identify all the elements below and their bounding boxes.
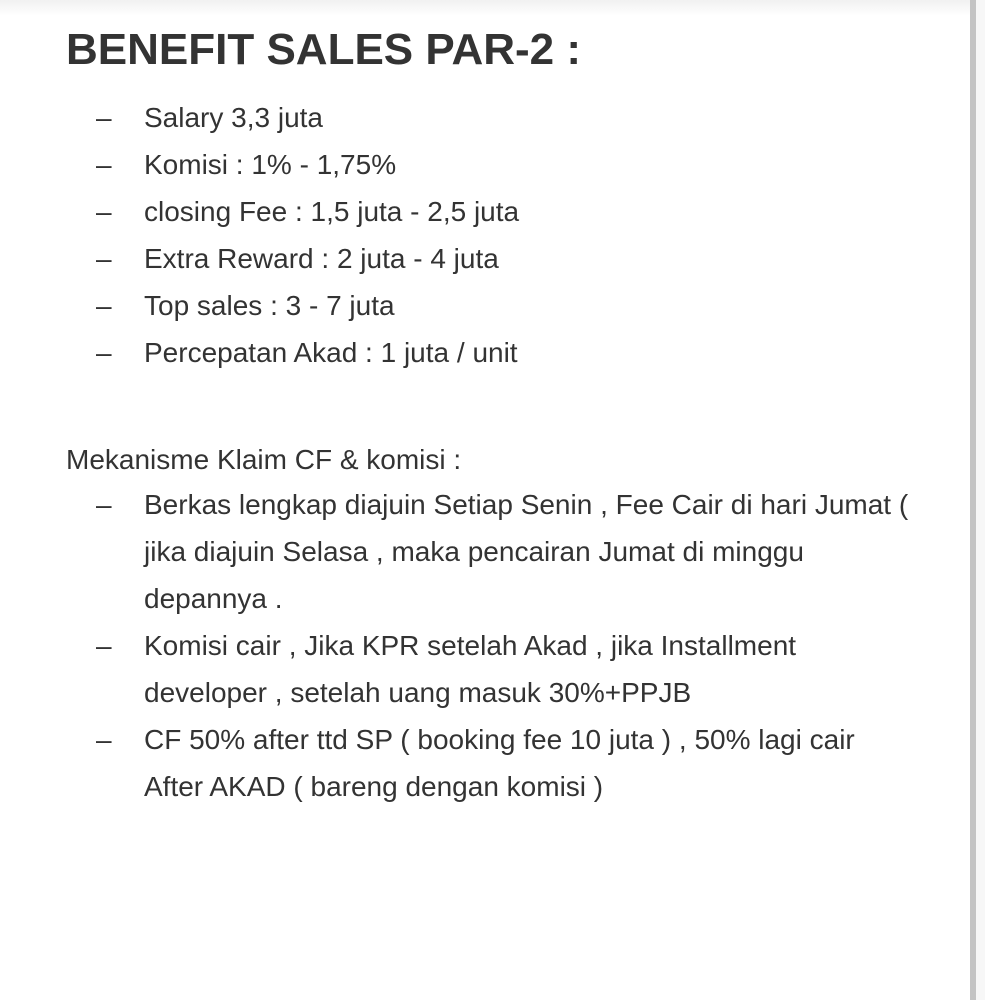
mechanism-heading: Mekanisme Klaim CF & komisi : xyxy=(66,444,462,475)
mechanism-item-berkas xyxy=(0,481,960,622)
dash-bullet-icon: – xyxy=(96,196,112,227)
top-shade xyxy=(0,0,970,16)
benefit-item-text: Percepatan Akad : 1 juta / unit xyxy=(144,337,518,368)
mechanism-item-cf xyxy=(0,716,960,810)
mechanism-item-text: CF 50% after ttd SP ( booking fee 10 juta ) , 50% lagi cair After AKAD ( bareng dengan komisi ) xyxy=(144,724,855,802)
dash-bullet-icon: – xyxy=(96,102,112,133)
benefit-item-komisi xyxy=(0,141,960,188)
page-edge-margin xyxy=(976,0,985,1000)
mechanism-list xyxy=(0,481,960,810)
benefit-list xyxy=(0,94,960,376)
page-title: BENEFIT SALES PAR-2 : xyxy=(66,25,582,74)
benefit-item-text: Top sales : 3 - 7 juta xyxy=(144,290,395,321)
benefit-item-top-sales xyxy=(0,282,960,329)
dash-bullet-icon: – xyxy=(96,724,112,755)
benefit-item-percepatan-akad xyxy=(0,329,960,376)
mechanism-item-text: Berkas lengkap diajuin Setiap Senin , Fee Cair di hari Jumat ( jika diajuin Selasa , maka pencairan Jumat di minggu depannya . xyxy=(144,489,909,614)
benefit-item-closing-fee xyxy=(0,188,960,235)
benefit-item-extra-reward xyxy=(0,235,960,282)
dash-bullet-icon: – xyxy=(96,630,112,661)
dash-bullet-icon: – xyxy=(96,243,112,274)
dash-bullet-icon: – xyxy=(96,489,112,520)
mechanism-item-komisi-cair xyxy=(0,622,960,716)
benefit-item-text: Extra Reward : 2 juta - 4 juta xyxy=(144,243,499,274)
dash-bullet-icon: – xyxy=(96,290,112,321)
benefit-item-text: closing Fee : 1,5 juta - 2,5 juta xyxy=(144,196,520,227)
benefit-item-text: Salary 3,3 juta xyxy=(144,102,323,133)
benefit-item-text: Komisi : 1% - 1,75% xyxy=(144,149,397,180)
dash-bullet-icon: – xyxy=(96,337,112,368)
benefit-item-salary xyxy=(0,94,960,141)
dash-bullet-icon: – xyxy=(96,149,112,180)
mechanism-item-text: Komisi cair , Jika KPR setelah Akad , jika Installment developer , setelah uang masuk 30%+PPJB xyxy=(144,630,797,708)
